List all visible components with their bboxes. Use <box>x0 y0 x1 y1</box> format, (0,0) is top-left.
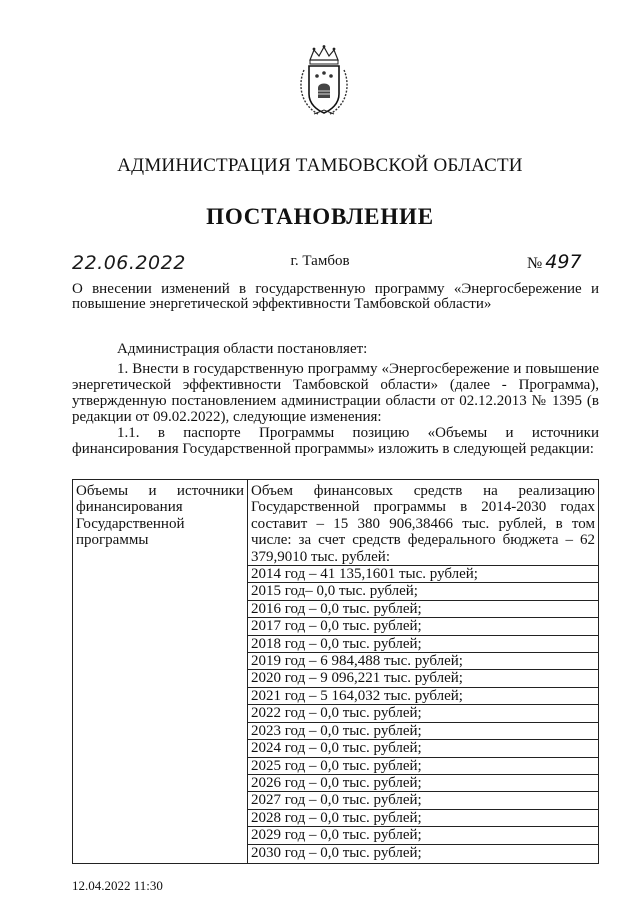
year-row-2022: 2022 год – 0,0 тыс. рублей; <box>248 704 598 721</box>
document-city: г. Тамбов <box>290 253 350 269</box>
organization-name: АДМИНИСТРАЦИЯ ТАМБОВСКОЙ ОБЛАСТИ <box>117 155 523 176</box>
year-row-2028: 2028 год – 0,0 тыс. рублей; <box>248 809 598 826</box>
year-row-2016: 2016 год – 0,0 тыс. рублей; <box>248 600 598 617</box>
year-row-2024: 2024 год – 0,0 тыс. рублей; <box>248 739 598 756</box>
year-row-2029: 2029 год – 0,0 тыс. рублей; <box>248 826 598 843</box>
document-date: 22.06.2022 <box>72 252 186 274</box>
year-row-2015: 2015 год– 0,0 тыс. рублей; <box>248 582 598 599</box>
year-row-2018: 2018 год – 0,0 тыс. рублей; <box>248 635 598 652</box>
table-cell-content <box>248 480 599 864</box>
document-number <box>527 251 582 273</box>
number-value: 497 <box>545 251 582 273</box>
funding-position-label: Объемы и источники финансирования Государственной программы <box>76 483 244 549</box>
number-label: № <box>527 255 543 272</box>
year-row-2030: 2030 год – 0,0 тыс. рублей; <box>248 844 598 861</box>
year-row-2021: 2021 год – 5 164,032 тыс. рублей; <box>248 687 598 704</box>
year-row-2026: 2026 год – 0,0 тыс. рублей; <box>248 774 598 791</box>
funding-table <box>72 479 599 864</box>
funding-summary: Объем финансовых средств на реализацию Государственной программы в 2014-2030 годах составит – 15 380 906,38466 тыс. рублей, в том числе: за счет средств федерального бюджета – 62 379,9010 тыс. рублей: <box>251 483 595 565</box>
item-1-paragraph: 1. Внести в государственную программу «Энергосбережение и повышение энергетической эффективности Тамбовской области» (далее - Программа), утвержденную постановлением администрации области от 02.12.2013 № 1395 (в редакции от 09.02.2022), следующие изменения: <box>72 361 599 425</box>
year-row-2023: 2023 год – 0,0 тыс. рублей; <box>248 722 598 739</box>
year-row-2019: 2019 год – 6 984,488 тыс. рублей; <box>248 652 598 669</box>
intro-paragraph: Администрация области постановляет: <box>117 341 368 357</box>
tambov-coat-of-arms-icon <box>296 44 352 118</box>
table-row <box>73 480 599 864</box>
item-1-1-paragraph: 1.1. в паспорте Программы позицию «Объемы и источники финансирования Государственной программы» изложить в следующей редакции: <box>72 425 599 457</box>
document-type-title: ПОСТАНОВЛЕНИЕ <box>206 204 434 229</box>
document-body <box>72 341 599 457</box>
year-row-2017: 2017 год – 0,0 тыс. рублей; <box>248 617 598 634</box>
year-row-2014: 2014 год – 41 135,1601 тыс. рублей; <box>248 565 598 582</box>
table-cell-label <box>73 480 248 864</box>
print-timestamp: 12.04.2022 11:30 <box>72 878 163 893</box>
year-row-2025: 2025 год – 0,0 тыс. рублей; <box>248 757 598 774</box>
year-row-2020: 2020 год – 9 096,221 тыс. рублей; <box>248 669 598 686</box>
year-row-2027: 2027 год – 0,0 тыс. рублей; <box>248 791 598 808</box>
document-subject: О внесении изменений в государственную программу «Энергосбережение и повышение энергетической эффективности Тамбовской области» <box>72 281 599 312</box>
